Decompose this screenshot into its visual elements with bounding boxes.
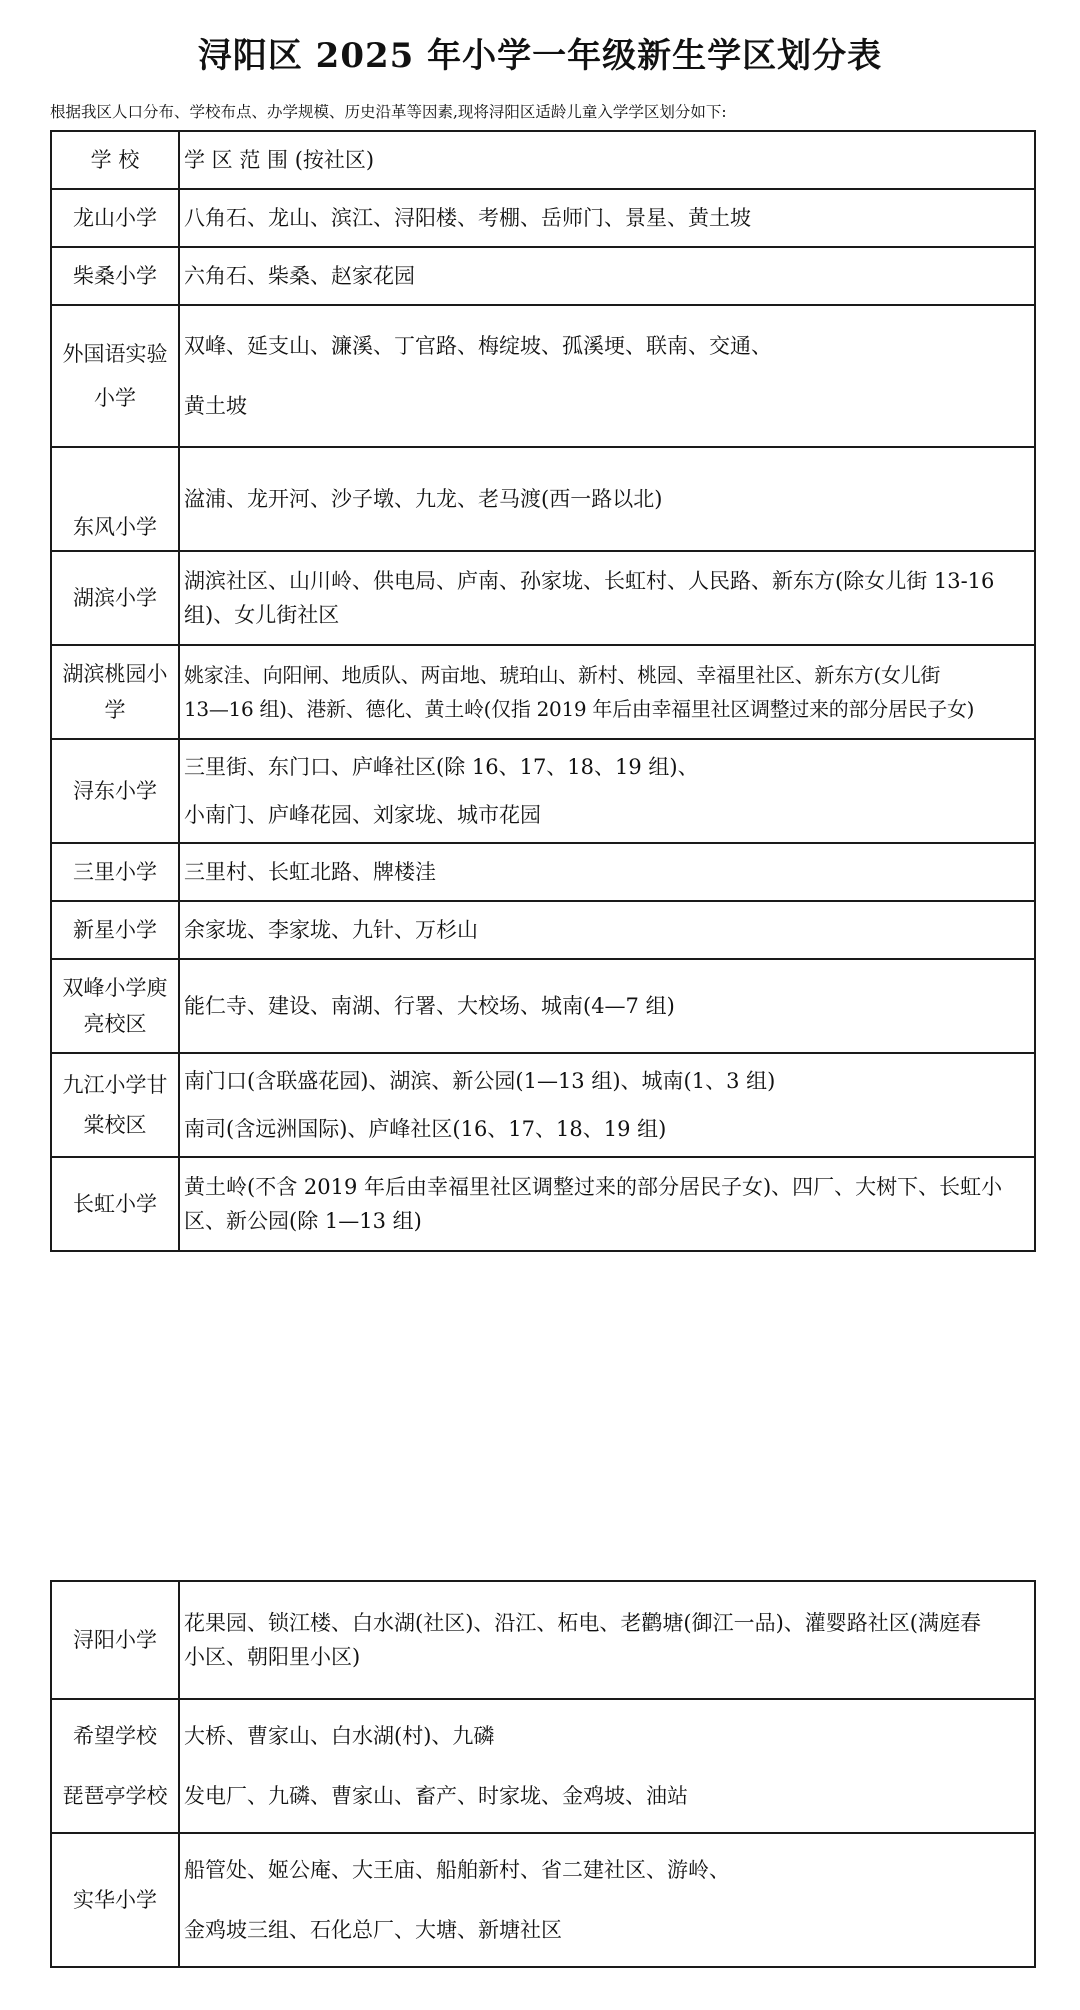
area-line: 发电厂、九磷、曹家山、畜产、时家垅、金鸡坡、油站 [184, 1784, 688, 1808]
header-school: 学 校 [51, 131, 179, 189]
table-row [51, 1581, 1035, 1699]
school-name: 三里小学 [51, 843, 179, 901]
school-name: 外国语实验小学 [51, 305, 179, 447]
school-name: 九江小学甘棠校区 [51, 1053, 179, 1157]
area-cell [179, 189, 1035, 247]
area-cell [179, 843, 1035, 901]
school-name [51, 1699, 179, 1833]
area-line: 湓浦、龙开河、沙子墩、九龙、老马渡(西一路以北) [184, 487, 663, 511]
area-cell [179, 739, 1035, 843]
school-name: 浔东小学 [51, 739, 179, 843]
area-line: 小区、朝阳里小区) [184, 1645, 361, 1669]
header-area: 学 区 范 围 (按社区) [179, 131, 1035, 189]
area-line: 姚家洼、向阳闸、地质队、两亩地、琥珀山、新村、桃园、幸福里社区、新东方(女儿街 [184, 663, 941, 687]
area-cell [179, 1157, 1035, 1251]
area-cell [179, 305, 1035, 447]
area-cell [179, 645, 1035, 739]
area-cell [179, 247, 1035, 305]
area-line: 船管处、姬公庵、大王庙、船舶新村、省二建社区、游岭、 [184, 1858, 730, 1882]
school-name: 东风小学 [51, 447, 179, 551]
area-cell [179, 959, 1035, 1053]
district-table-main [50, 130, 1036, 1252]
area-cell [179, 901, 1035, 959]
area-cell [179, 1581, 1035, 1699]
area-line: 花果园、锁江楼、白水湖(社区)、沿江、柘电、老鹳塘(御江一品)、灌婴路社区(满庭春 [184, 1611, 981, 1635]
area-line: 组)、女儿街社区 [184, 603, 340, 627]
area-line: 三里村、长虹北路、牌楼洼 [184, 860, 436, 884]
district-table-continued [50, 1580, 1036, 1968]
table-row [51, 305, 1035, 447]
table-row [51, 447, 1035, 551]
area-line: 小南门、庐峰花园、刘家垅、城市花园 [184, 803, 541, 827]
area-line: 三里街、东门口、庐峰社区(除 16、17、18、19 组)、 [184, 755, 699, 779]
table-row [51, 1157, 1035, 1251]
table-row [51, 1833, 1035, 1967]
table-row [51, 739, 1035, 843]
table-row [51, 645, 1035, 739]
school-name-line: 琵琶亭学校 [62, 1784, 168, 1808]
area-line: 双峰、延支山、濂溪、丁官路、梅绽坡、孤溪埂、联南、交通、 [184, 334, 772, 358]
area-line: 六角石、柴桑、赵家花园 [184, 264, 415, 288]
intro-paragraph: 根据我区人口分布、学校布点、办学规模、历史沿革等因素,现将浔阳区适龄儿童入学学区划分如下: [50, 103, 727, 121]
table-row [51, 247, 1035, 305]
school-name: 龙山小学 [51, 189, 179, 247]
school-name: 湖滨桃园小学 [51, 645, 179, 739]
school-name: 长虹小学 [51, 1157, 179, 1251]
area-line: 南门口(含联盛花园)、湖滨、新公园(1—13 组)、城南(1、3 组) [184, 1069, 776, 1093]
area-line: 湖滨社区、山川岭、供电局、庐南、孙家垅、长虹村、人民路、新东方(除女儿街 13-16 [184, 569, 995, 593]
area-line: 南司(含远洲国际)、庐峰社区(16、17、18、19 组) [184, 1117, 667, 1141]
area-line: 13—16 组)、港新、德化、黄土岭(仅指 2019 年后由幸福里社区调整过来的部分居民子女) [184, 697, 975, 721]
school-name-line: 希望学校 [73, 1724, 157, 1748]
area-line: 金鸡坡三组、石化总厂、大塘、新塘社区 [184, 1918, 562, 1942]
table-row [51, 959, 1035, 1053]
table-header-row [51, 131, 1035, 189]
area-line: 余家垅、李家垅、九针、万杉山 [184, 918, 478, 942]
school-name: 柴桑小学 [51, 247, 179, 305]
table-row [51, 1699, 1035, 1833]
area-line: 八角石、龙山、滨江、浔阳楼、考棚、岳师门、景星、黄土坡 [184, 206, 751, 230]
area-cell [179, 1833, 1035, 1967]
school-name: 双峰小学庾亮校区 [51, 959, 179, 1053]
school-name: 新星小学 [51, 901, 179, 959]
table-row [51, 1053, 1035, 1157]
area-line: 黄土岭(不含 2019 年后由幸福里社区调整过来的部分居民子女)、四厂、大树下、长虹小 [184, 1175, 1003, 1199]
school-name: 浔阳小学 [51, 1581, 179, 1699]
area-line: 大桥、曹家山、白水湖(村)、九磷 [184, 1724, 495, 1748]
school-name: 实华小学 [51, 1833, 179, 1967]
area-line: 能仁寺、建设、南湖、行署、大校场、城南(4—7 组) [184, 994, 675, 1018]
table-row [51, 551, 1035, 645]
table-row [51, 189, 1035, 247]
area-line: 区、新公园(除 1—13 组) [184, 1209, 422, 1233]
page-title: 浔阳区 2025 年小学一年级新生学区划分表 [197, 36, 883, 76]
table-row [51, 843, 1035, 901]
area-line: 黄土坡 [184, 394, 247, 418]
table-row [51, 901, 1035, 959]
school-name: 湖滨小学 [51, 551, 179, 645]
area-cell [179, 1053, 1035, 1157]
area-cell [179, 551, 1035, 645]
area-cell [179, 1699, 1035, 1833]
area-cell [179, 447, 1035, 551]
